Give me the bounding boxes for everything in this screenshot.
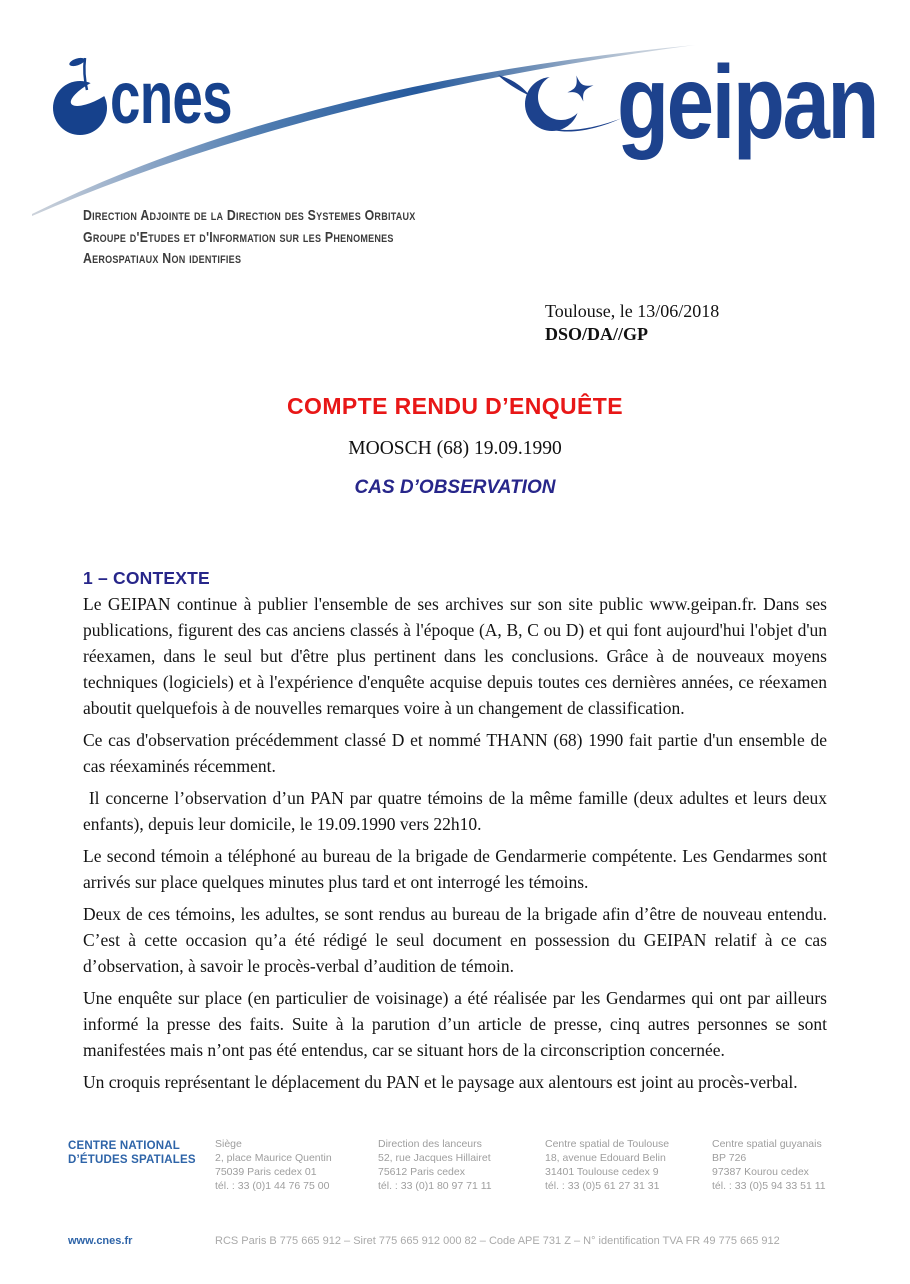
cnes-top-leaf-icon xyxy=(68,56,85,67)
case-subtitle: CAS D’OBSERVATION xyxy=(354,477,556,498)
cnes-stem-icon xyxy=(84,58,87,90)
department-line-1: Direction Adjointe de la Direction des Systemes Orbitaux xyxy=(83,207,416,224)
address-line: tél. : 33 (0)1 80 97 71 11 xyxy=(378,1180,492,1192)
cnes-wordmark: cnes xyxy=(110,55,232,139)
address-line: tél. : 33 (0)5 94 33 51 11 xyxy=(712,1180,826,1192)
footer-brand-line-2: D’ÉTUDES SPATIALES xyxy=(68,1154,196,1166)
paragraph: Le second témoin a téléphoné au bureau de la brigade de Gendarmerie compétente. Les Gendarmes sont arrivés sur place quelques minutes plus tard et ont interrogé les témoins. xyxy=(83,846,827,892)
address-line: tél. : 33 (0)5 61 27 31 31 xyxy=(545,1180,660,1192)
footer-address-siege xyxy=(215,1137,370,1193)
address-line: 52, rue Jacques Hillairet xyxy=(378,1152,491,1164)
paragraph: Un croquis représentant le déplacement du PAN et le paysage aux alentours est joint au procès-verbal. xyxy=(83,1072,798,1092)
date-reference-block xyxy=(545,300,719,346)
paragraph: Une enquête sur place (en particulier de voisinage) a été réalisée par les Gendarmes qui ont par ailleurs informé la presse des faits. Suite à la parution d’un article de presse, cinq autres personnes se sont manifestées mais n’ont pas été entendus, car se situant hors de la circonscription concernée. xyxy=(83,988,827,1060)
address-line: 75612 Paris cedex xyxy=(378,1166,465,1178)
address-line: 2, place Maurice Quentin xyxy=(215,1152,332,1164)
cnes-logo xyxy=(53,56,232,139)
report-title: COMPTE RENDU D’ENQUÊTE xyxy=(287,393,623,419)
footer-address-guyane xyxy=(712,1137,867,1193)
paragraph: Il concerne l’observation d’un PAN par quatre témoins de la même famille (deux adultes et leurs deux enfants), depuis leur domicile, le 19.09.1990 vers 22h10. xyxy=(83,788,827,834)
reference-number: DSO/DA//GP xyxy=(545,324,649,344)
footer-brand-line-1: CENTRE NATIONAL xyxy=(68,1140,181,1152)
case-name: MOOSCH (68) 19.09.1990 xyxy=(348,438,562,459)
department-line-3: Aerospatiaux Non identifies xyxy=(83,250,242,267)
department-line-2: Groupe d'Etudes et d'Information sur les Phenomenes xyxy=(83,228,394,246)
website-url: www.cnes.fr xyxy=(68,1235,133,1247)
footer-address-toulouse xyxy=(545,1137,700,1193)
paragraph: Deux de ces témoins, les adultes, se sont rendus au bureau de la brigade afin d’être de nouveau entendu. C’est à cette occasion qu’a été rédigé le seul document en possession du GEIPAN relatif à ce cas d’observation, à savoir le procès-verbal d’audition de témoin. xyxy=(83,904,827,976)
department-block xyxy=(83,205,542,270)
address-line: tél. : 33 (0)1 44 76 75 00 xyxy=(215,1180,330,1192)
paragraph: Le GEIPAN continue à publier l'ensemble de ses archives sur son site public www.geipan.fr. Dans ses publications, figurent des cas anciens classés à l'époque (A, B, C ou D) et qui font aujourd'hui l'objet d'un réexamen, dans le seul but d'être plus pertinent dans les conclusions. Grâce à de nouveaux moyens techniques (logiciels) et à l'expérience d'enquête acquise depuis toutes ces dernières années, ce réexamen aboutit quelquefois à de nouvelles remarques voire à un changement de classification. xyxy=(83,594,827,718)
footer-address-lanceurs xyxy=(378,1137,533,1193)
address-line: Centre spatial de Toulouse xyxy=(545,1138,670,1150)
address-line: BP 726 xyxy=(712,1152,747,1164)
address-line: Siège xyxy=(215,1138,242,1150)
footer-brand xyxy=(68,1139,196,1167)
address-line: 97387 Kourou cedex xyxy=(712,1166,809,1178)
address-line: Direction des lanceurs xyxy=(378,1138,482,1150)
body-text xyxy=(83,591,827,1101)
address-line: 18, avenue Edouard Belin xyxy=(545,1152,666,1164)
paragraph: Ce cas d'observation précédemment classé D et nommé THANN (68) 1990 fait partie d'un ensemble de cas réexaminés récemment. xyxy=(83,730,827,776)
legal-registration-line: RCS Paris B 775 665 912 – Siret 775 665 912 000 82 – Code APE 731 Z – N° identification TVA FR 49 775 665 912 xyxy=(215,1235,780,1247)
address-line: Centre spatial guyanais xyxy=(712,1138,822,1150)
address-line: 75039 Paris cedex 01 xyxy=(215,1166,317,1178)
geipan-orbit-back-icon xyxy=(498,75,530,96)
address-line: 31401 Toulouse cedex 9 xyxy=(545,1166,659,1178)
geipan-wordmark: geipan xyxy=(617,45,878,161)
place-date: Toulouse, le 13/06/2018 xyxy=(545,301,720,321)
section-heading-contexte: 1 – CONTEXTE xyxy=(83,568,210,588)
